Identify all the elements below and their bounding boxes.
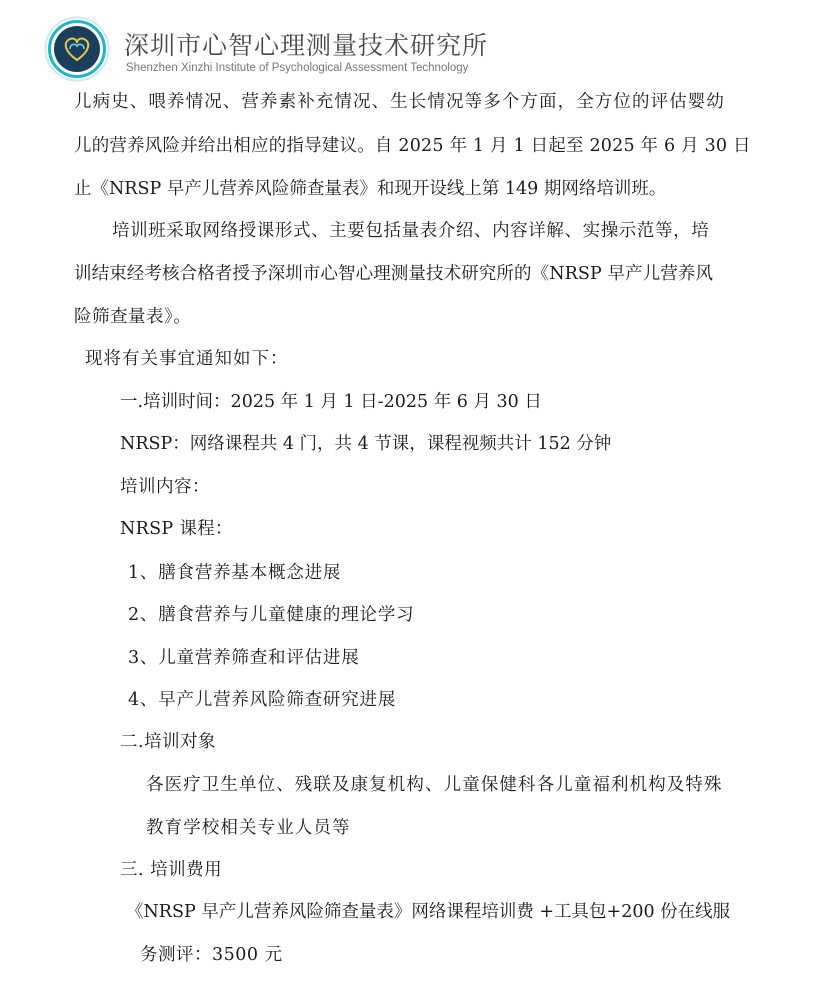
audience-text: 各医疗卫生单位、残联及康复机构、儿童保健科各儿童福利机构及特殊 <box>146 775 723 795</box>
notice-intro: 现将有关事宜通知如下： <box>85 349 289 369</box>
institute-name-cn: 深圳市心智心理测量技术研究所 <box>124 31 489 60</box>
body-line: 培训班采取网络授课形式、主要包括量表介绍、内容详解、实操示范等，培 <box>112 221 710 241</box>
fee-text: 《NRSP 早产儿营养风险筛查量表》网络课程培训费 +工具包+200 份在线服 <box>126 902 731 922</box>
body-line: 训结束经考核合格者授予深圳市心智心理测量技术研究所的《NRSP 早产儿营养风 <box>74 264 714 284</box>
body-line: 险筛查量表》。 <box>74 307 192 327</box>
course-heading: NRSP 课程： <box>120 519 233 539</box>
fee-heading: 三. 培训费用 <box>120 860 223 880</box>
body-line: 止《NRSP 早产儿营养风险筛查量表》和现开设线上第 149 期网络培训班。 <box>74 179 667 199</box>
course-summary: NRSP：网络课程共 4 门，共 4 节课，课程视频共计 152 分钟 <box>120 434 612 454</box>
course-item: 2、膳食营养与儿童健康的理论学习 <box>128 605 415 625</box>
training-time: 一.培训时间：2025 年 1 月 1 日-2025 年 6 月 30 日 <box>120 392 542 412</box>
institute-name-en: Shenzhen Xinzhi Institute of Psychological Assessment Technology <box>126 62 469 74</box>
training-content-heading: 培训内容： <box>120 477 210 497</box>
course-item: 4、早产儿营养风险筛查研究进展 <box>128 690 397 710</box>
audience-heading: 二.培训对象 <box>120 732 217 752</box>
audience-text: 教育学校相关专业人员等 <box>146 818 351 838</box>
fee-text: 务测评：3500 元 <box>140 945 283 965</box>
body-line: 儿的营养风险并给出相应的指导建议。自 2025 年 1 月 1 日起至 2025 年 6 月 30 日 <box>74 136 751 156</box>
course-item: 3、儿童营养筛查和评估进展 <box>128 648 360 668</box>
body-line: 儿病史、喂养情况、营养素补充情况、生长情况等多个方面，全方位的评估婴幼 <box>74 92 725 112</box>
course-item: 1、膳食营养基本概念进展 <box>128 563 342 583</box>
